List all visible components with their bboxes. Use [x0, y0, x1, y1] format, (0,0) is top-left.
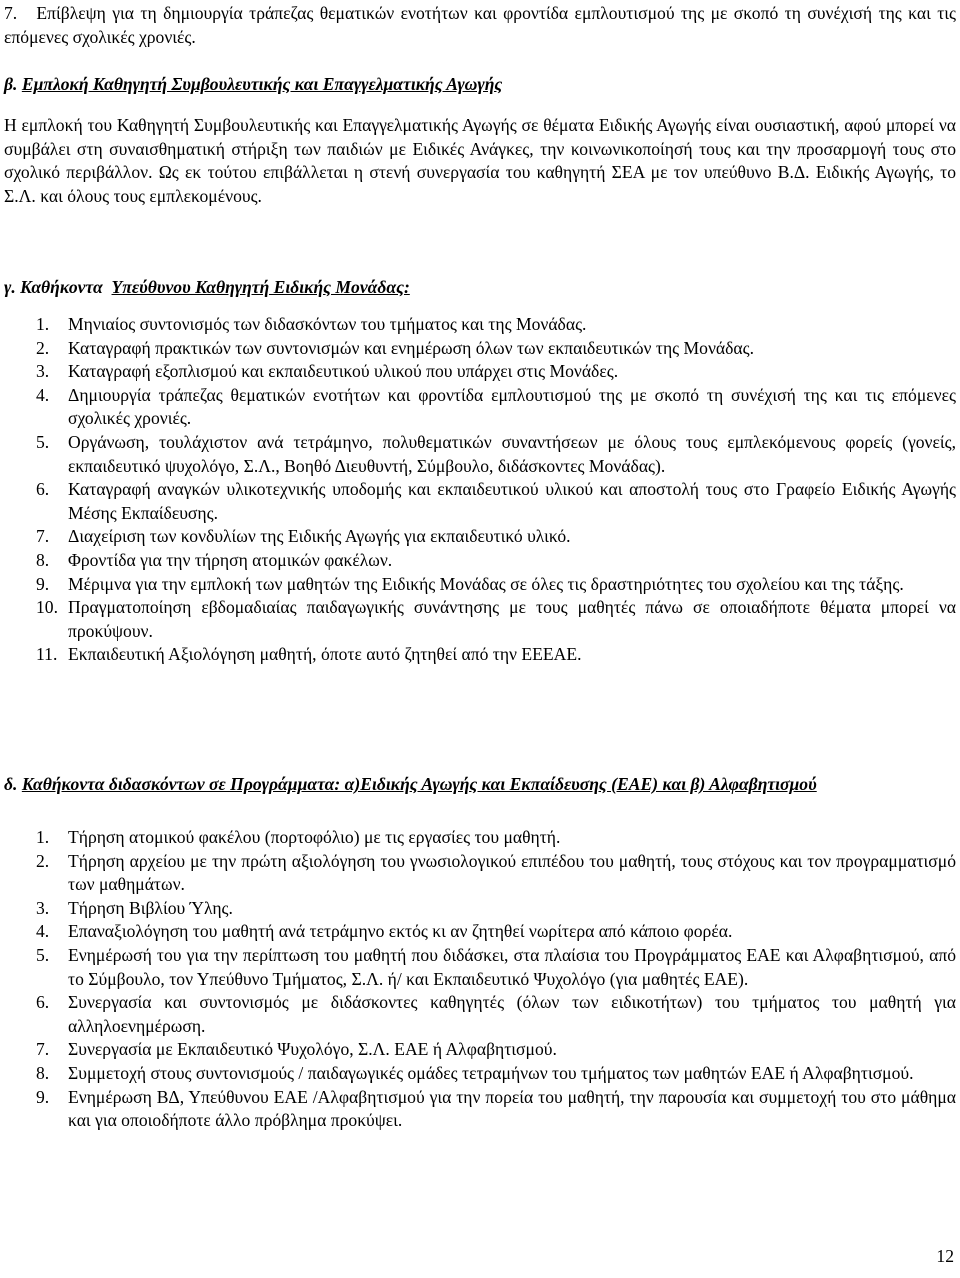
item-number: 9. [36, 573, 50, 594]
list-item [4, 850, 956, 897]
item-number: 3. [36, 897, 50, 918]
item-text: Καταγραφή εξοπλισμού και εκπαιδευτικού υλικού που υπάρχει στις Μονάδες. [68, 361, 619, 382]
list-item [4, 1038, 956, 1062]
item-text: Επαναξιολόγηση του μαθητή ανά τετράμηνο εκτός κι αν ζητηθεί νωρίτερα από κάποιο φορέα. [68, 921, 733, 942]
item-text: Επίβλεψη για τη δημιουργία τράπεζας θεματικών ενοτήτων και φροντίδα εμπλουτισμού της με σκοπό τη συνέχισή της και τις επόμενες σχολικές χρονιές. [4, 3, 956, 47]
item-text: Συνεργασία και συντονισμός με διδάσκοντες καθηγητές (όλων των ειδικοτήτων) του τμήματος του μαθητή για αλληλοενημέρωση. [68, 992, 956, 1036]
list-item [4, 573, 956, 597]
list-item [4, 431, 956, 478]
list-item [4, 826, 956, 850]
list-item [4, 337, 956, 361]
item-text: Μηνιαίος συντονισμός των διδασκόντων του τμήματος και της Μονάδας. [68, 314, 587, 334]
section-title: Εμπλοκή Καθηγητή Συμβουλευτικής και Επαγγελματικής Αγωγής [21, 74, 503, 94]
list-item [4, 944, 956, 991]
item-number: 4. [36, 921, 50, 942]
item-number: 7. [36, 1039, 50, 1060]
item-number: 1. [36, 827, 50, 847]
item-text: Φροντίδα για την τήρηση ατομικών φακέλων. [68, 549, 393, 570]
item-number: 6. [36, 479, 50, 500]
item-number: 3. [36, 361, 50, 382]
list-item [4, 360, 956, 384]
item-text: Δημιουργία τράπεζας θεματικών ενοτήτων και φροντίδα εμπλουτισμού της με σκοπό τη συνέχισή της και τις επόμενες σχολικές χρονιές. [68, 384, 956, 429]
list-item [4, 920, 956, 944]
item-number: 7. [36, 526, 50, 547]
list-item [4, 525, 956, 549]
item-number: 8. [36, 1062, 50, 1083]
section-c-heading [4, 276, 956, 300]
section-b-paragraph: Η εμπλοκή του Καθηγητή Συμβουλευτικής και Επαγγελματικής Αγωγής σε θέματα Ειδικής Αγωγής είναι ουσιαστική, αφού μπορεί να συμβάλει στη συναισθηματική στήριξη των παιδιών με Ειδικές Ανάγκες, την κοινωνικοποίησή τους και την προσαρμογή τους στο σχολικό περιβάλλον. Ως εκ τούτου επιβάλλεται η στενή συνεργασία του καθηγητή ΣΕΑ με τον υπεύθυνο Β.Δ. Ειδικής Αγωγής, το Σ.Λ. και όλους τους εμπλεκομένους. [4, 115, 956, 206]
item-text: Διαχείριση των κονδυλίων της Ειδικής Αγωγής για εκπαιδευτικό υλικό. [68, 526, 571, 547]
item-number: 10. [36, 597, 58, 618]
section-marker: γ. [4, 277, 16, 297]
item-text: Τήρηση αρχείου με την πρώτη αξιολόγηση του γνωσιολογικού επιπέδου του μαθητή, τους στόχους και τον προγραμματισμό των μαθημάτων. [68, 850, 956, 895]
list-item [4, 1086, 956, 1133]
list-item [4, 1062, 956, 1086]
section-label: Καθήκοντα [20, 277, 103, 297]
item-number: 11. [36, 644, 58, 665]
list-item [4, 596, 956, 643]
item-text: Τήρηση ατομικού φακέλου (πορτοφόλιο) με τις εργασίες του μαθητή. [68, 827, 561, 847]
list-item [4, 478, 956, 525]
item-number: 4. [36, 384, 50, 405]
item-text: Μέριμνα για την εμπλοκή των μαθητών της Ειδικής Μονάδας σε όλες τις δραστηριότητες του σχολείου και της τάξης. [68, 573, 904, 594]
list-item [4, 643, 956, 667]
section-marker: β. [4, 74, 18, 94]
item-number: 7. [4, 3, 18, 23]
item-text: Ενημέρωσή του για την περίπτωση του μαθητή που διδάσκει, στα πλαίσια του Προγράμματος ΕΑΕ και Αλφαβητισμού, από το Σύμβουλο, τον Υπεύθυνο Τμήματος, Σ.Λ. ή/ και Εκπαιδευτικό Ψυχολόγο (για μαθητές ΕΑΕ). [68, 944, 956, 989]
item-text: Καταγραφή αναγκών υλικοτεχνικής υποδομής και εκπαιδευτικού υλικού και αποστολή τους στο Γραφείο Ειδικής Αγωγής Μέσης Εκπαίδευσης. [68, 479, 956, 523]
section-c-list [4, 313, 956, 667]
item-number: 2. [36, 850, 50, 871]
item-text: Συνεργασία με Εκπαιδευτικό Ψυχολόγο, Σ.Λ. ΕΑΕ ή Αλφαβητισμού. [68, 1039, 557, 1060]
item-number: 8. [36, 549, 50, 570]
list-item [4, 384, 956, 431]
carryover-item [4, 2, 956, 49]
section-d-heading [4, 773, 956, 797]
item-number: 5. [36, 431, 50, 452]
list-item [4, 897, 956, 921]
item-text: Τήρηση Βιβλίου Ύλης. [68, 897, 233, 918]
item-number: 2. [36, 337, 50, 358]
section-title: Υπεύθυνου Καθηγητή Ειδικής Μονάδας: [111, 277, 410, 297]
item-number: 9. [36, 1086, 50, 1107]
list-item [4, 313, 956, 337]
page-number: 12 [936, 1246, 954, 1266]
item-text: Συμμετοχή στους συντονισμούς / παιδαγωγικές ομάδες τετραμήνων του τμήματος των μαθητών ΕΑΕ ή Αλφαβητισμού. [68, 1062, 914, 1083]
item-text: Καταγραφή πρακτικών των συντονισμών και ενημέρωση όλων των εκπαιδευτικών της Μονάδας. [68, 337, 755, 358]
item-number: 1. [36, 314, 50, 334]
item-number: 6. [36, 992, 50, 1013]
section-title: Καθήκοντα διδασκόντων σε Προγράμματα: α)Ειδικής Αγωγής και Εκπαίδευσης (ΕΑΕ) και β) Αλφαβητισμού [21, 774, 817, 794]
item-number: 5. [36, 944, 50, 965]
item-text: Εκπαιδευτική Αξιολόγηση μαθητή, όποτε αυτό ζητηθεί από την ΕΕΕΑΕ. [68, 644, 582, 665]
section-marker: δ. [4, 774, 18, 794]
section-b-heading [4, 73, 956, 97]
list-item [4, 2, 956, 49]
section-d-list [4, 826, 956, 1133]
item-text: Οργάνωση, τουλάχιστον ανά τετράμηνο, πολυθεματικών συναντήσεων με όλους τους εμπλεκόμενους φορείς (γονείς, εκπαιδευτικό ψυχολόγο, Σ.Λ., Βοηθό Διευθυντή, Σύμβουλο, διδάσκοντες Μονάδας). [68, 431, 956, 476]
list-item [4, 991, 956, 1038]
item-text: Πραγματοποίηση εβδομαδιαίας παιδαγωγικής συνάντησης με τους μαθητές πάνω σε οποιαδήποτε θέματα μπορεί να προκύψουν. [68, 597, 956, 641]
list-item [4, 549, 956, 573]
item-text: Ενημέρωση ΒΔ, Υπεύθυνου ΕΑΕ /Αλφαβητισμού για την πορεία του μαθητή, την παρουσία και συμμετοχή του στο μάθημα και για οποιοδήποτε άλλο πρόβλημα προκύψει. [68, 1086, 956, 1131]
